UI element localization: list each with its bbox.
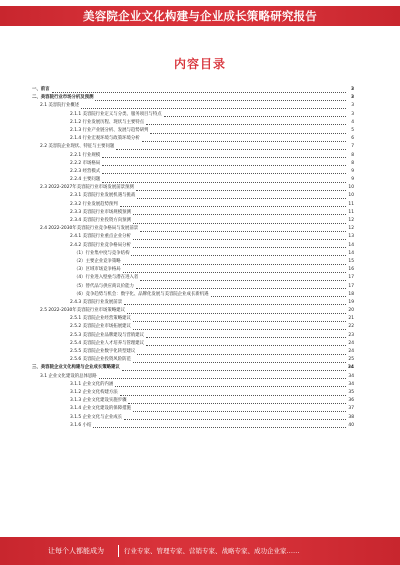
toc-leader-dots bbox=[133, 219, 346, 224]
toc-entry[interactable] bbox=[32, 250, 354, 258]
toc-entry[interactable] bbox=[32, 258, 354, 266]
header bbox=[0, 0, 400, 30]
toc-entry-label: 3.1.1 企业文化的内涵 bbox=[70, 381, 114, 387]
toc-entry-page: 3 bbox=[351, 103, 354, 109]
header-bar bbox=[0, 6, 400, 26]
toc-entry-label: 三、美容院企业文化构建与企业成长策略建议 bbox=[32, 365, 120, 371]
toc-leader-dots bbox=[116, 145, 346, 150]
toc-entry-page: 13 bbox=[348, 234, 354, 240]
toc-entry-label: 2.3.1 美容院行业发展机遇与挑战 bbox=[70, 193, 136, 199]
toc-entry-page: 24 bbox=[348, 340, 354, 346]
toc-entry[interactable] bbox=[32, 102, 354, 110]
toc-entry[interactable] bbox=[32, 299, 354, 307]
toc-entry-label: 3.1.4 企业文化建设的保障措施 bbox=[70, 406, 131, 412]
toc-entry-page: 8 bbox=[351, 160, 354, 166]
toc-entry[interactable] bbox=[32, 143, 354, 151]
toc-entry-page: 22 bbox=[348, 324, 354, 330]
toc-leader-dots bbox=[133, 358, 346, 363]
toc-leader-dots bbox=[128, 399, 346, 404]
toc-leader-dots bbox=[120, 391, 346, 396]
toc-entry[interactable] bbox=[32, 405, 354, 413]
toc-entry-page: 8 bbox=[351, 152, 354, 158]
toc-entry-page: 23 bbox=[348, 332, 354, 338]
toc-entry-label: 2.5.6 美容院企业投资风险防范 bbox=[70, 357, 131, 363]
toc-leader-dots bbox=[133, 407, 346, 412]
toc-entry-page: 4 bbox=[351, 119, 354, 125]
toc-entry-page: 37 bbox=[348, 406, 354, 412]
toc-leader-dots bbox=[142, 137, 346, 142]
toc-leader-dots bbox=[146, 120, 346, 125]
toc-entry-label: 2.4.1 美容院行业重点企业分析 bbox=[70, 234, 131, 240]
toc-entry[interactable] bbox=[32, 414, 354, 422]
toc-leader-dots bbox=[133, 210, 346, 215]
toc-entry-page: 35 bbox=[348, 389, 354, 395]
toc-entry-label: 2.2 美容院企业现状、特征与主要问题 bbox=[40, 144, 115, 150]
toc-leader-dots bbox=[123, 268, 346, 273]
toc-entry[interactable] bbox=[32, 111, 354, 119]
toc-entry-page: 17 bbox=[348, 275, 354, 281]
toc-leader-dots bbox=[133, 235, 346, 240]
toc-leader-dots bbox=[93, 423, 346, 428]
toc-entry-label: 2.5.4 美容院企业人才培养与管理建议 bbox=[70, 340, 145, 346]
toc-entry-label: 2.5 2022-2030年美容院行业市场策略建议 bbox=[40, 308, 125, 314]
toc-entry-page: 36 bbox=[348, 398, 354, 404]
toc-entry[interactable] bbox=[32, 86, 354, 94]
footer-slogan: 让每个人都能成为 bbox=[48, 547, 104, 555]
toc-entry-label: 2.1.1 美容院行业定义与分类、服务项目与特点 bbox=[70, 111, 162, 117]
toc-leader-dots bbox=[137, 350, 346, 355]
toc-leader-dots bbox=[133, 243, 346, 248]
toc-entry-page: 40 bbox=[348, 422, 354, 428]
toc-entry[interactable] bbox=[32, 389, 354, 397]
toc-entry[interactable] bbox=[32, 364, 354, 372]
toc-entry[interactable] bbox=[32, 242, 354, 250]
toc-entry-label: 3.1.6 小结 bbox=[70, 422, 92, 428]
toc-entry-label: 3.1.3 企业文化建设实施步骤 bbox=[70, 398, 127, 404]
toc-entry-label: 2.5.2 美容院企业市场拓展建议 bbox=[70, 324, 131, 330]
toc-leader-dots bbox=[81, 104, 346, 109]
toc-entry-label: 2.2.4 主要问题 bbox=[70, 177, 101, 183]
toc-leader-dots bbox=[133, 317, 346, 322]
toc-leader-dots bbox=[137, 194, 346, 199]
toc-leader-dots bbox=[124, 415, 346, 420]
toc-entry-label: 3.1.2 企业文化构建方法 bbox=[70, 389, 118, 395]
toc-leader-dots bbox=[99, 374, 346, 379]
toc-entry[interactable] bbox=[32, 340, 354, 348]
header-corner-decoration bbox=[0, 0, 18, 6]
toc-entry[interactable] bbox=[32, 209, 354, 217]
toc-entry[interactable] bbox=[32, 225, 354, 233]
toc-entry[interactable] bbox=[32, 135, 354, 143]
toc-entry-label: （6）竞争趋势与机会：数字化、品牌化发展与美容院企业成长新机遇 bbox=[74, 291, 209, 297]
footer-divider bbox=[118, 545, 119, 557]
toc-entry-label: 2.1.2 行业发展历程、现状与主要特点 bbox=[70, 119, 145, 125]
toc-entry[interactable] bbox=[32, 119, 354, 127]
toc-entry-page: 6 bbox=[351, 136, 354, 142]
toc-entry-label: 2.3 2022-2027年美容院行业市场发展前景预测 bbox=[40, 185, 134, 191]
toc-entry[interactable] bbox=[32, 233, 354, 241]
toc-leader-dots bbox=[127, 309, 346, 314]
toc-entry[interactable] bbox=[32, 152, 354, 160]
toc-entry[interactable] bbox=[32, 323, 354, 331]
toc-entry-label: （1）行业集中度与竞争结构 bbox=[74, 250, 130, 256]
toc-entry-label: 2.4.2 美容院行业竞争格局分析 bbox=[70, 242, 131, 248]
toc-entry-page: 34 bbox=[348, 381, 354, 387]
footer-tagline: 行业专家、管理专家、营销专家、战略专家、成功企业家…… bbox=[124, 547, 300, 555]
toc-entry-page: 11 bbox=[348, 209, 354, 215]
toc-entry[interactable] bbox=[32, 274, 354, 282]
toc-leader-dots bbox=[211, 292, 346, 297]
toc-entry-label: （4）行业进入壁垒与潜在进入者 bbox=[74, 275, 139, 281]
toc-entry-page: 14 bbox=[348, 250, 354, 256]
toc-entry[interactable] bbox=[32, 201, 354, 209]
toc-leader-dots bbox=[146, 341, 346, 346]
toc-entry-page: 12 bbox=[348, 226, 354, 232]
toc-entry-label: （5）替代品与供应商议价能力 bbox=[74, 283, 134, 289]
toc-leader-dots bbox=[131, 251, 346, 256]
toc-entry-page: 3 bbox=[350, 95, 354, 101]
toc-entry-page: 19 bbox=[348, 299, 354, 305]
toc-entry-label: 2.3.4 美容院行业投资方向预测 bbox=[70, 218, 131, 223]
toc-leader-dots bbox=[164, 112, 346, 117]
toc-entry[interactable] bbox=[32, 381, 354, 389]
toc-entry[interactable] bbox=[32, 422, 354, 430]
toc-entry-label: 3.1.5 企业文化与企业成长 bbox=[70, 414, 123, 420]
toc-leader-dots bbox=[95, 96, 346, 101]
toc-entry-page: 18 bbox=[348, 291, 354, 297]
toc-entry-page: 17 bbox=[348, 283, 354, 289]
toc-entry[interactable] bbox=[32, 373, 354, 381]
toc-leader-dots bbox=[150, 129, 346, 134]
toc-entry-page: 15 bbox=[348, 258, 354, 264]
toc-entry-label: 3.1 企业文化建设的总体思路 bbox=[40, 373, 97, 379]
toc-entry-label: （2）主要企业竞争策略 bbox=[74, 258, 121, 264]
toc-entry-page: 3 bbox=[351, 111, 354, 117]
toc-entry[interactable] bbox=[32, 168, 354, 176]
toc-entry-label: 2.4.3 美容院行业发展前景 bbox=[70, 299, 123, 305]
toc-entry[interactable] bbox=[32, 184, 354, 192]
toc-entry[interactable] bbox=[32, 291, 354, 299]
toc-entry[interactable] bbox=[32, 315, 354, 323]
toc-leader-dots bbox=[146, 333, 346, 338]
toc-entry[interactable] bbox=[32, 283, 354, 291]
toc-leader-dots bbox=[102, 153, 346, 158]
toc-entry[interactable] bbox=[32, 266, 354, 274]
toc-entry-page: 5 bbox=[351, 127, 354, 133]
toc-entry-page: 7 bbox=[351, 144, 354, 150]
toc-leader-dots bbox=[102, 169, 346, 174]
toc-leader-dots bbox=[140, 227, 346, 232]
toc-leader-dots bbox=[115, 382, 346, 387]
toc-leader-dots bbox=[123, 260, 346, 265]
toc-entry-page: 34 bbox=[348, 373, 354, 379]
toc-leader-dots bbox=[52, 88, 346, 93]
toc-entry[interactable] bbox=[32, 160, 354, 168]
toc-entry-page: 20 bbox=[348, 308, 354, 314]
toc-entry-page: 21 bbox=[348, 316, 354, 322]
toc-entry-label: 二、美容院行业市场分析及预测 bbox=[32, 95, 94, 101]
toc-leader-dots bbox=[136, 284, 346, 289]
toc-entry-page: 38 bbox=[348, 414, 354, 420]
toc-entry-label: 2.2.3 经营模式 bbox=[70, 168, 101, 174]
toc-entry[interactable] bbox=[32, 176, 354, 184]
toc-leader-dots bbox=[102, 178, 346, 183]
toc-entry-page: 11 bbox=[348, 201, 354, 207]
toc-entry-page: 9 bbox=[351, 177, 354, 183]
toc-entry[interactable] bbox=[32, 397, 354, 405]
toc-entry-label: 2.5.3 美容院企业品牌建设与营销建议 bbox=[70, 332, 145, 338]
toc-entry[interactable] bbox=[32, 192, 354, 200]
toc-leader-dots bbox=[102, 161, 346, 166]
toc-leader-dots bbox=[120, 202, 346, 207]
toc-entry[interactable] bbox=[32, 307, 354, 315]
toc-entry-label: （3）区域市场竞争格局 bbox=[74, 267, 121, 273]
toc-entry-page: 24 bbox=[348, 349, 354, 354]
toc-entry-page: 9 bbox=[351, 168, 354, 174]
toc-entry[interactable] bbox=[32, 127, 354, 135]
toc-leader-dots bbox=[124, 300, 346, 305]
toc-entry-label: 2.5.1 美容院企业经营策略建议 bbox=[70, 316, 131, 322]
toc-entry-page: 14 bbox=[348, 242, 354, 248]
toc-entry-page: 10 bbox=[348, 193, 354, 199]
toc-entry-label: 2.1.3 行业产业链分析、发展与趋势研判 bbox=[70, 127, 149, 133]
toc-entry-label: 2.1 美容院行业概述 bbox=[40, 103, 80, 109]
toc-entry[interactable] bbox=[32, 94, 354, 102]
toc-entry-label: 2.5.5 美容院企业数字化转型建议 bbox=[70, 349, 136, 354]
toc-entry[interactable] bbox=[32, 348, 354, 356]
toc-entry[interactable] bbox=[32, 332, 354, 340]
toc-entry-page: 25 bbox=[348, 357, 354, 363]
toc-entry-page: 10 bbox=[348, 185, 354, 191]
toc-entry-label: 2.2.1 行业规模 bbox=[70, 152, 101, 158]
toc-leader-dots bbox=[136, 186, 346, 191]
toc-entry[interactable] bbox=[32, 356, 354, 364]
toc-entry-page: 3 bbox=[350, 87, 354, 92]
toc-heading: 内容目录 bbox=[173, 57, 226, 71]
toc-entry-label: 2.2.2 市场格局 bbox=[70, 160, 101, 166]
toc-entry-page: 12 bbox=[348, 218, 354, 223]
toc-entry-label: 2.1.4 行业宏观环境与政策环境分析 bbox=[70, 136, 140, 142]
toc-entry-label: 2.3.3 美容院行业市场规模预测 bbox=[70, 209, 131, 215]
table-of-contents bbox=[32, 86, 354, 430]
report-title: 美容院企业文化构建与企业成长策略研究报告 bbox=[83, 9, 317, 23]
toc-leader-dots bbox=[133, 325, 346, 330]
footer bbox=[0, 537, 400, 565]
toc-entry[interactable] bbox=[32, 217, 354, 225]
toc-leader-dots bbox=[140, 276, 346, 281]
toc-entry-label: 2.3.2 行业发展趋势预判 bbox=[70, 201, 118, 207]
toc-entry-label: 2.4 2022-2030年美容院行业竞争格局与发展前景 bbox=[40, 226, 139, 232]
toc-leader-dots bbox=[122, 366, 346, 371]
toc-entry-label: 一、前言 bbox=[32, 87, 50, 92]
toc-entry-page: 34 bbox=[347, 365, 354, 371]
toc-entry-page: 16 bbox=[348, 267, 354, 273]
